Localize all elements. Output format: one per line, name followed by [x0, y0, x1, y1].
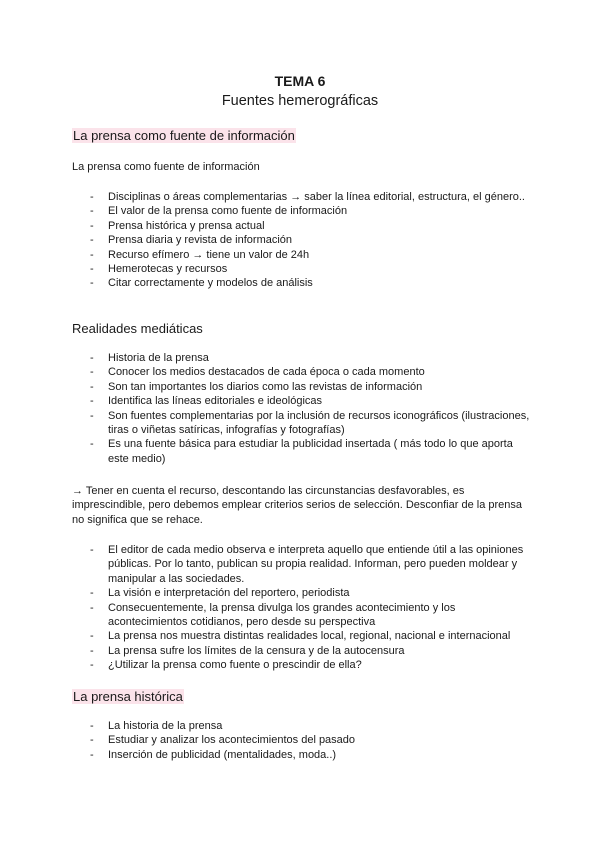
list-item [72, 658, 532, 672]
bullet-dash: - [90, 366, 94, 379]
section-heading-text: La prensa como fuente de información [73, 128, 295, 143]
list-realidades-mediaticas [72, 351, 532, 466]
list-item-text: El editor de cada medio observa e interpreta aquello que entiende útil a las opiniones públicas. Por lo tanto, publican su propia realidad. Informan, pero pueden moldear y manipular a las sociedades. [108, 544, 524, 585]
list-item-text: Hemerotecas y recursos [108, 263, 228, 276]
list-item [72, 437, 532, 466]
title-block [0, 72, 600, 111]
list-item-text: Consecuentemente, la prensa divulga los grandes acontecimiento y los acontecimientos cotidianos, pero desde su perspectiva [108, 601, 456, 629]
list-item-text: Son tan importantes los diarios como las revistas de información [108, 380, 423, 393]
bullet-dash: - [90, 263, 94, 276]
list-item [72, 394, 532, 408]
list-item [72, 644, 532, 658]
list-item [72, 276, 532, 290]
bullet-dash: - [90, 248, 94, 261]
bullet-dash: - [90, 219, 94, 232]
list-item-text: Inserción de publicidad (mentalidades, moda..) [108, 748, 337, 761]
list-item [72, 748, 532, 762]
bullet-dash: - [90, 720, 94, 732]
list-item [72, 719, 532, 733]
list-item [72, 219, 532, 233]
bullet-dash: - [90, 234, 94, 247]
bullet-dash: - [90, 205, 94, 218]
list-item-text: Disciplinas o áreas complementarias → saber la línea editorial, estructura, el género.. [108, 191, 525, 203]
page-title: TEMA 6 [274, 73, 326, 89]
list-item [72, 262, 532, 276]
list-item [72, 365, 532, 379]
bullet-dash: - [90, 395, 94, 408]
section-heading-text: La prensa histórica [73, 689, 183, 704]
list-item-text: Es una fuente básica para estudiar la publicidad insertada ( más todo lo que aporta este medio) [108, 438, 513, 465]
list-editor-medio [72, 543, 532, 673]
list-item [72, 601, 532, 630]
list-item [72, 629, 532, 643]
bullet-dash: - [90, 352, 94, 364]
list-item-text: El valor de la prensa como fuente de información [108, 205, 348, 218]
page-subtitle: Fuentes hemerográficas [221, 93, 379, 109]
list-item-text: La prensa nos muestra distintas realidades local, regional, nacional e internacional [108, 630, 511, 643]
list-item-text: ¿Utilizar la prensa como fuente o prescindir de ella? [108, 659, 362, 672]
bullet-dash: - [90, 191, 94, 203]
list-item-text: Prensa histórica y prensa actual [108, 219, 265, 232]
list-item-text: La visión e interpretación del reportero, periodista [108, 587, 350, 600]
list-fuente-informacion [72, 190, 532, 291]
bullet-dash: - [90, 380, 94, 393]
list-item [72, 409, 532, 438]
bullet-dash: - [90, 409, 94, 422]
list-item-text: Citar correctamente y modelos de análisis [108, 277, 313, 290]
list-item-text: Son fuentes complementarias por la inclusión de recursos iconográficos (ilustraciones, tiras o viñetas satíricas, infografías y fotografías) [108, 409, 530, 437]
list-item [72, 380, 532, 394]
bullet-dash: - [90, 748, 94, 761]
list-item [72, 733, 532, 747]
paragraph-recurso: → Tener en cuenta el recurso, descontando las circunstancias desfavorables, es imprescindible, pero debemos emplear criterios serios de selección. Desconfiar de la prensa no significa que se rehace. [72, 485, 522, 526]
list-item-text: Identifica las líneas editoriales e ideológicas [108, 395, 323, 408]
subheading-fuente-informacion: La prensa como fuente de información [72, 161, 260, 173]
bullet-dash: - [90, 630, 94, 643]
list-item [72, 248, 532, 262]
list-item [72, 233, 532, 247]
section-heading-fuente-informacion [72, 127, 296, 145]
bullet-dash: - [90, 544, 94, 556]
list-item-text: Estudiar y analizar los acontecimientos del pasado [108, 734, 356, 747]
list-item-text: La historia de la prensa [108, 720, 223, 732]
list-prensa-historica [72, 719, 532, 762]
list-item-text: Prensa diaria y revista de información [108, 234, 293, 247]
list-item [72, 204, 532, 218]
bullet-dash: - [90, 601, 94, 614]
list-item-text: Historia de la prensa [108, 352, 209, 364]
list-item [72, 586, 532, 600]
bullet-dash: - [90, 644, 94, 657]
bullet-dash: - [90, 438, 94, 451]
section-heading-realidades-mediaticas [72, 320, 203, 338]
list-item-text: La prensa sufre los límites de la censura y de la autocensura [108, 644, 405, 657]
list-item-text: Conocer los medios destacados de cada época o cada momento [108, 366, 425, 379]
bullet-dash: - [90, 277, 94, 290]
section-heading-text: Realidades mediáticas [72, 321, 203, 336]
list-item [72, 543, 532, 586]
bullet-dash: - [90, 587, 94, 600]
list-item [72, 190, 532, 204]
bullet-dash: - [90, 659, 94, 672]
section-heading-prensa-historica [72, 688, 184, 706]
bullet-dash: - [90, 734, 94, 747]
list-item [72, 351, 532, 365]
list-item-text: Recurso efímero → tiene un valor de 24h [108, 248, 310, 261]
